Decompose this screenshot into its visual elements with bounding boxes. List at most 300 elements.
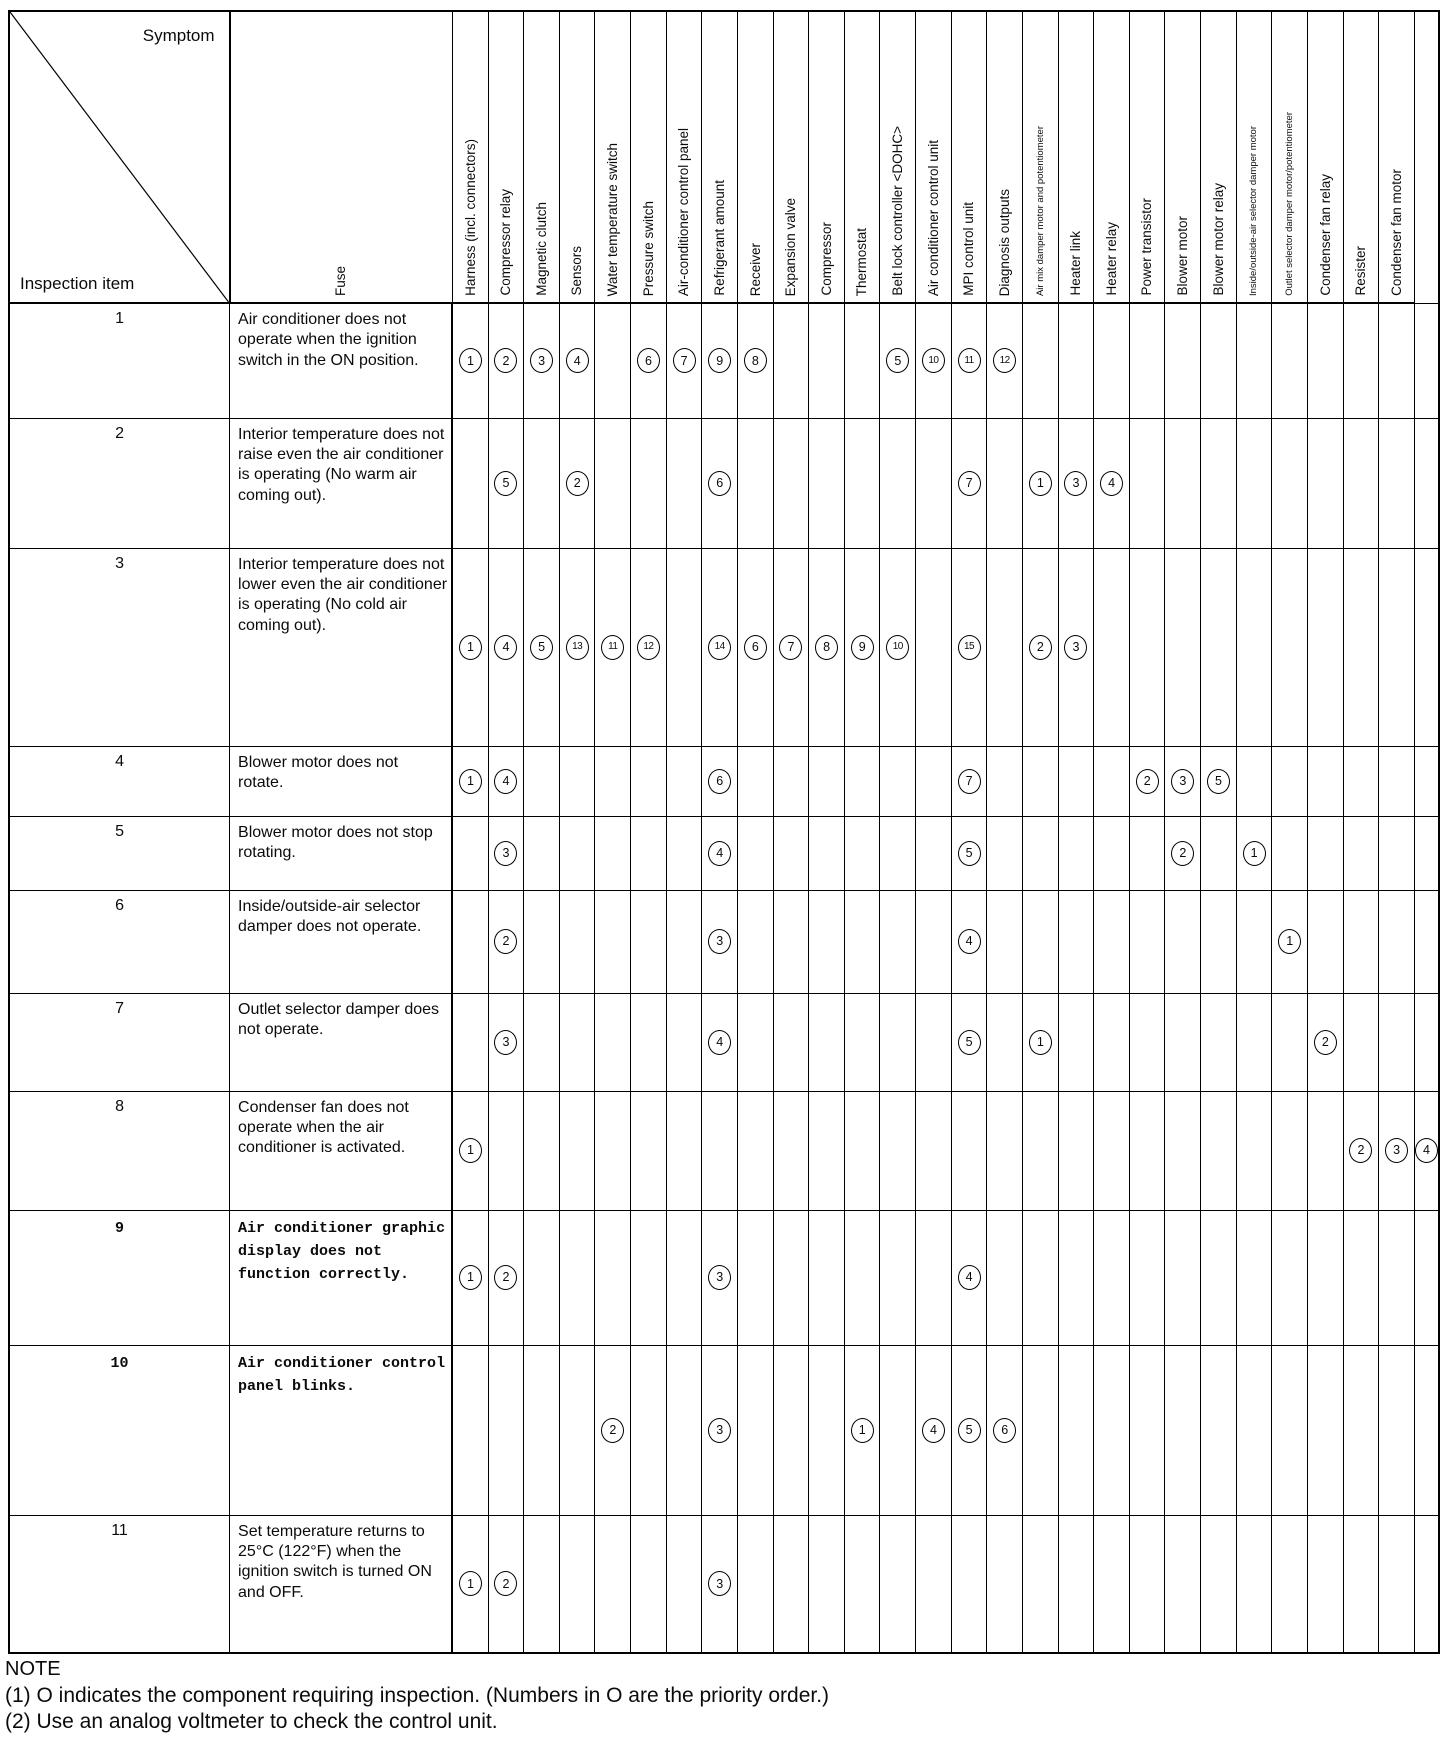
- matrix-cell: [1272, 993, 1308, 1091]
- matrix-cell: [1094, 418, 1130, 548]
- matrix-cell: [916, 418, 952, 548]
- note-block: [5, 1658, 1435, 1736]
- priority-circle: 7: [958, 471, 981, 496]
- matrix-cell: [1307, 1091, 1343, 1210]
- column-header-28: [1379, 11, 1415, 303]
- priority-circle: 4: [1415, 1138, 1438, 1163]
- column-header-26: [1307, 11, 1343, 303]
- matrix-cell: [1201, 890, 1237, 993]
- priority-circle: 1: [459, 1571, 482, 1596]
- priority-circle: 2: [494, 1571, 517, 1596]
- column-header-label: Condenser fan motor: [1388, 169, 1404, 296]
- matrix-cell: [1058, 418, 1094, 548]
- symptom-text: Air conditioner control panel blinks.: [230, 1345, 453, 1515]
- matrix-cell: [809, 1210, 845, 1345]
- matrix-cell: [702, 746, 738, 816]
- matrix-cell: [1129, 1345, 1165, 1515]
- symptom-text: Air conditioner does not operate when the ignition switch in the ON position.: [230, 303, 453, 418]
- matrix-cell: [666, 890, 702, 993]
- matrix-cell: [1094, 1091, 1130, 1210]
- matrix-cell: [524, 418, 560, 548]
- priority-circle: 1: [851, 1418, 874, 1443]
- matrix-cell: [559, 1210, 595, 1345]
- priority-circle: 2: [1029, 635, 1052, 660]
- matrix-cell: [951, 418, 987, 548]
- column-header-24: [1236, 11, 1272, 303]
- matrix-cell: [631, 993, 667, 1091]
- column-header-13: [844, 11, 880, 303]
- priority-circle: 1: [1029, 1030, 1052, 1055]
- column-header-7: [631, 11, 667, 303]
- priority-circle: 2: [1349, 1138, 1372, 1163]
- matrix-cell: [1201, 303, 1237, 418]
- matrix-cell: [452, 1091, 488, 1210]
- priority-circle: 3: [708, 1265, 731, 1290]
- matrix-cell: [1165, 993, 1201, 1091]
- priority-circle: 6: [993, 1418, 1016, 1443]
- matrix-cell: [524, 548, 560, 746]
- matrix-cell: [1415, 1210, 1440, 1345]
- matrix-cell: [559, 890, 595, 993]
- matrix-cell: [1272, 890, 1308, 993]
- matrix-cell: [1165, 1345, 1201, 1515]
- matrix-cell: [737, 1345, 773, 1515]
- matrix-cell: [737, 993, 773, 1091]
- matrix-cell: [559, 993, 595, 1091]
- row-number: 9: [9, 1210, 230, 1345]
- matrix-cell: [1236, 303, 1272, 418]
- matrix-cell: [1058, 816, 1094, 890]
- priority-circle: 3: [1064, 635, 1087, 660]
- matrix-cell: [1272, 418, 1308, 548]
- matrix-cell: [844, 993, 880, 1091]
- priority-circle: 8: [744, 348, 767, 373]
- matrix-cell: [524, 1210, 560, 1345]
- matrix-cell: [1165, 1210, 1201, 1345]
- matrix-cell: [809, 548, 845, 746]
- matrix-cell: [773, 418, 809, 548]
- priority-circle: 15: [958, 635, 981, 660]
- matrix-cell: [737, 548, 773, 746]
- matrix-cell: [951, 1210, 987, 1345]
- priority-circle: 1: [459, 1138, 482, 1163]
- column-header-1: [230, 11, 453, 303]
- priority-circle: 4: [494, 635, 517, 660]
- matrix-cell: [809, 816, 845, 890]
- matrix-cell: [488, 890, 524, 993]
- priority-circle: 12: [993, 348, 1016, 373]
- matrix-cell: [452, 890, 488, 993]
- column-header-label: Heater link: [1068, 231, 1084, 296]
- matrix-cell: [737, 1515, 773, 1653]
- corner-cell: [9, 11, 230, 303]
- matrix-cell: [666, 1210, 702, 1345]
- matrix-cell: [1058, 890, 1094, 993]
- symptom-text: Set temperature returns to 25°C (122°F) when the ignition switch is turned ON and OFF.: [230, 1515, 453, 1653]
- matrix-cell: [880, 303, 916, 418]
- matrix-cell: [452, 816, 488, 890]
- matrix-cell: [1201, 1345, 1237, 1515]
- column-header-8: [666, 11, 702, 303]
- matrix-cell: [844, 548, 880, 746]
- column-header-23: [1201, 11, 1237, 303]
- matrix-cell: [595, 993, 631, 1091]
- matrix-cell: [1236, 993, 1272, 1091]
- matrix-cell: [880, 1345, 916, 1515]
- matrix-cell: [1415, 548, 1440, 746]
- matrix-cell: [452, 418, 488, 548]
- matrix-cell: [844, 1210, 880, 1345]
- matrix-cell: [702, 993, 738, 1091]
- symptom-text: Inside/outside-air selector damper does not operate.: [230, 890, 453, 993]
- matrix-cell: [595, 1515, 631, 1653]
- matrix-cell: [1415, 418, 1440, 548]
- matrix-cell: [595, 303, 631, 418]
- column-header-15: [916, 11, 952, 303]
- matrix-cell: [452, 548, 488, 746]
- priority-circle: 5: [958, 841, 981, 866]
- matrix-cell: [987, 418, 1023, 548]
- matrix-cell: [1272, 1091, 1308, 1210]
- matrix-cell: [631, 890, 667, 993]
- priority-circle: 5: [1207, 769, 1230, 794]
- matrix-cell: [559, 1515, 595, 1653]
- matrix-cell: [1058, 1515, 1094, 1653]
- matrix-cell: [880, 890, 916, 993]
- priority-circle: 3: [530, 348, 553, 373]
- matrix-cell: [559, 418, 595, 548]
- matrix-cell: [524, 1515, 560, 1653]
- priority-circle: 2: [494, 929, 517, 954]
- matrix-cell: [1201, 1210, 1237, 1345]
- matrix-cell: [595, 890, 631, 993]
- header-row: [9, 11, 1439, 303]
- symptom-row-6: [9, 890, 1439, 993]
- matrix-cell: [1022, 1515, 1058, 1653]
- row-number: 5: [9, 816, 230, 890]
- priority-circle: 5: [958, 1418, 981, 1443]
- matrix-cell: [559, 1091, 595, 1210]
- priority-circle: 2: [1171, 841, 1194, 866]
- matrix-cell: [844, 303, 880, 418]
- column-header-label: Sensors: [569, 246, 585, 296]
- matrix-cell: [1236, 1345, 1272, 1515]
- matrix-cell: [1201, 548, 1237, 746]
- matrix-cell: [1022, 890, 1058, 993]
- matrix-cell: [631, 303, 667, 418]
- matrix-cell: [1343, 816, 1379, 890]
- matrix-cell: [773, 1091, 809, 1210]
- matrix-cell: [951, 303, 987, 418]
- matrix-cell: [809, 890, 845, 993]
- matrix-cell: [1379, 1515, 1415, 1653]
- matrix-cell: [951, 548, 987, 746]
- note-title: NOTE: [5, 1658, 61, 1680]
- matrix-cell: [1129, 816, 1165, 890]
- matrix-cell: [880, 746, 916, 816]
- matrix-cell: [1058, 993, 1094, 1091]
- matrix-cell: [809, 746, 845, 816]
- matrix-cell: [1058, 746, 1094, 816]
- column-header-21: [1129, 11, 1165, 303]
- priority-circle: 1: [1029, 471, 1052, 496]
- matrix-cell: [1415, 890, 1440, 993]
- troubleshooting-matrix: [8, 10, 1440, 1654]
- priority-circle: 7: [958, 769, 981, 794]
- matrix-cell: [524, 746, 560, 816]
- matrix-cell: [452, 1345, 488, 1515]
- matrix-cell: [1272, 303, 1308, 418]
- row-number: 4: [9, 746, 230, 816]
- matrix-cell: [702, 1515, 738, 1653]
- matrix-cell: [1094, 890, 1130, 993]
- matrix-cell: [1165, 1091, 1201, 1210]
- matrix-cell: [595, 1091, 631, 1210]
- matrix-cell: [1343, 746, 1379, 816]
- matrix-cell: [1272, 1345, 1308, 1515]
- matrix-body: [9, 303, 1439, 1653]
- matrix-cell: [773, 1515, 809, 1653]
- matrix-cell: [524, 303, 560, 418]
- matrix-cell: [773, 548, 809, 746]
- matrix-cell: [773, 1210, 809, 1345]
- matrix-cell: [1058, 303, 1094, 418]
- matrix-cell: [809, 1345, 845, 1515]
- matrix-cell: [1307, 816, 1343, 890]
- matrix-cell: [559, 816, 595, 890]
- priority-circle: 2: [494, 1265, 517, 1290]
- matrix-cell: [524, 816, 560, 890]
- matrix-cell: [1272, 1515, 1308, 1653]
- symptom-row-9: [9, 1210, 1439, 1345]
- matrix-cell: [916, 1515, 952, 1653]
- matrix-cell: [1094, 816, 1130, 890]
- priority-circle: 4: [958, 1265, 981, 1290]
- column-header-18: [1022, 11, 1058, 303]
- matrix-cell: [524, 1091, 560, 1210]
- matrix-cell: [1022, 1345, 1058, 1515]
- column-header-label: Power transistor: [1139, 198, 1155, 296]
- priority-circle: 8: [815, 635, 838, 660]
- matrix-cell: [702, 1345, 738, 1515]
- matrix-cell: [488, 548, 524, 746]
- priority-circle: 2: [601, 1418, 624, 1443]
- matrix-cell: [1094, 993, 1130, 1091]
- column-header-label: Receiver: [747, 242, 763, 296]
- matrix-cell: [987, 746, 1023, 816]
- column-header-label: Condenser fan relay: [1317, 174, 1333, 296]
- column-header-label: Resister: [1353, 246, 1369, 296]
- priority-circle: 12: [637, 635, 660, 660]
- column-header-label: Air-conditioner control panel: [676, 127, 692, 296]
- matrix-cell: [951, 1091, 987, 1210]
- matrix-cell: [987, 1515, 1023, 1653]
- matrix-cell: [488, 993, 524, 1091]
- matrix-cell: [1129, 890, 1165, 993]
- row-number: 11: [9, 1515, 230, 1653]
- matrix-cell: [737, 418, 773, 548]
- matrix-cell: [666, 746, 702, 816]
- matrix-cell: [595, 1210, 631, 1345]
- matrix-cell: [631, 418, 667, 548]
- matrix-cell: [916, 1210, 952, 1345]
- matrix-cell: [1129, 993, 1165, 1091]
- matrix-cell: [880, 993, 916, 1091]
- matrix-cell: [880, 816, 916, 890]
- matrix-cell: [916, 746, 952, 816]
- matrix-cell: [631, 548, 667, 746]
- matrix-cell: [1201, 1515, 1237, 1653]
- matrix-cell: [1022, 746, 1058, 816]
- column-header-label: Compressor relay: [498, 189, 514, 296]
- priority-circle: 2: [494, 348, 517, 373]
- priority-circle: 3: [708, 1418, 731, 1443]
- matrix-cell: [559, 303, 595, 418]
- matrix-cell: [1307, 1210, 1343, 1345]
- matrix-cell: [1379, 746, 1415, 816]
- priority-circle: 3: [708, 929, 731, 954]
- matrix-cell: [452, 303, 488, 418]
- matrix-cell: [916, 303, 952, 418]
- matrix-cell: [559, 1345, 595, 1515]
- matrix-cell: [916, 816, 952, 890]
- matrix-cell: [1343, 993, 1379, 1091]
- priority-circle: 11: [601, 635, 624, 660]
- matrix-cell: [1415, 816, 1440, 890]
- matrix-cell: [1272, 548, 1308, 746]
- matrix-cell: [773, 890, 809, 993]
- priority-circle: 5: [958, 1030, 981, 1055]
- matrix-cell: [951, 816, 987, 890]
- matrix-cell: [1343, 1091, 1379, 1210]
- matrix-cell: [844, 418, 880, 548]
- symptom-row-8: [9, 1091, 1439, 1210]
- matrix-cell: [595, 816, 631, 890]
- priority-circle: 3: [1064, 471, 1087, 496]
- matrix-cell: [1343, 418, 1379, 548]
- matrix-cell: [1094, 1515, 1130, 1653]
- matrix-cell: [809, 303, 845, 418]
- matrix-cell: [1094, 746, 1130, 816]
- column-header-label: Blower motor: [1175, 216, 1191, 296]
- column-header-label: Outlet selector damper motor/potentiometer: [1283, 112, 1295, 296]
- matrix-cell: [1379, 1210, 1415, 1345]
- priority-circle: 2: [1314, 1030, 1337, 1055]
- matrix-cell: [702, 303, 738, 418]
- row-number: 10: [9, 1345, 230, 1515]
- column-header-label: MPI control unit: [961, 202, 977, 296]
- priority-circle: 6: [708, 769, 731, 794]
- priority-circle: 5: [530, 635, 553, 660]
- column-header-label: Refrigerant amount: [711, 180, 727, 296]
- matrix-cell: [1058, 1345, 1094, 1515]
- matrix-cell: [951, 1345, 987, 1515]
- column-header-3: [488, 11, 524, 303]
- matrix-cell: [1307, 1515, 1343, 1653]
- matrix-cell: [809, 993, 845, 1091]
- matrix-cell: [1022, 418, 1058, 548]
- symptom-text: Outlet selector damper does not operate.: [230, 993, 453, 1091]
- column-header-14: [880, 11, 916, 303]
- matrix-cell: [1165, 303, 1201, 418]
- matrix-cell: [844, 890, 880, 993]
- symptom-label: Symptom: [142, 26, 215, 45]
- priority-circle: 11: [958, 348, 981, 373]
- matrix-cell: [452, 993, 488, 1091]
- priority-circle: 9: [851, 635, 874, 660]
- matrix-cell: [1058, 548, 1094, 746]
- matrix-cell: [880, 548, 916, 746]
- matrix-cell: [1129, 548, 1165, 746]
- matrix-cell: [1058, 1091, 1094, 1210]
- matrix-cell: [524, 1345, 560, 1515]
- matrix-cell: [702, 816, 738, 890]
- matrix-cell: [1022, 816, 1058, 890]
- column-header-4: [524, 11, 560, 303]
- column-header-27: [1343, 11, 1379, 303]
- matrix-cell: [702, 1210, 738, 1345]
- matrix-cell: [1129, 1515, 1165, 1653]
- matrix-cell: [1236, 1091, 1272, 1210]
- priority-circle: 3: [708, 1571, 731, 1596]
- priority-circle: 1: [459, 348, 482, 373]
- matrix-cell: [1307, 993, 1343, 1091]
- symptom-row-7: [9, 993, 1439, 1091]
- row-number: 3: [9, 548, 230, 746]
- matrix-cell: [951, 993, 987, 1091]
- column-header-label: Heater relay: [1103, 222, 1119, 296]
- matrix-cell: [844, 746, 880, 816]
- priority-circle: 6: [744, 635, 767, 660]
- matrix-cell: [987, 1091, 1023, 1210]
- column-header-25: [1272, 11, 1308, 303]
- matrix-cell: [1307, 418, 1343, 548]
- matrix-cell: [702, 890, 738, 993]
- matrix-cell: [1129, 303, 1165, 418]
- symptom-row-2: [9, 418, 1439, 548]
- matrix-cell: [1415, 1091, 1440, 1210]
- matrix-cell: [809, 418, 845, 548]
- matrix-cell: [666, 1515, 702, 1653]
- symptom-row-11: [9, 1515, 1439, 1653]
- column-header-9: [702, 11, 738, 303]
- matrix-cell: [1129, 1210, 1165, 1345]
- matrix-cell: [809, 1515, 845, 1653]
- priority-circle: 7: [779, 635, 802, 660]
- column-header-label: Harness (incl. connectors): [462, 139, 478, 296]
- priority-circle: 1: [459, 769, 482, 794]
- column-header-label: Belt lock controller <DOHC>: [890, 126, 906, 296]
- matrix-cell: [1343, 1210, 1379, 1345]
- matrix-cell: [987, 303, 1023, 418]
- matrix-cell: [951, 1515, 987, 1653]
- symptom-text: Air conditioner graphic display does not function correctly.: [230, 1210, 453, 1345]
- symptom-row-1: [9, 303, 1439, 418]
- matrix-cell: [666, 816, 702, 890]
- matrix-cell: [631, 1091, 667, 1210]
- matrix-table: [8, 10, 1440, 1654]
- matrix-cell: [951, 890, 987, 993]
- matrix-cell: [1236, 816, 1272, 890]
- matrix-cell: [666, 418, 702, 548]
- matrix-cell: [1272, 746, 1308, 816]
- matrix-cell: [488, 816, 524, 890]
- note-line-2: (2) Use an analog voltmeter to check the control unit.: [5, 1710, 498, 1734]
- matrix-cell: [1307, 1345, 1343, 1515]
- matrix-cell: [880, 1091, 916, 1210]
- column-header-label: Fuse: [333, 265, 349, 296]
- matrix-cell: [1022, 1091, 1058, 1210]
